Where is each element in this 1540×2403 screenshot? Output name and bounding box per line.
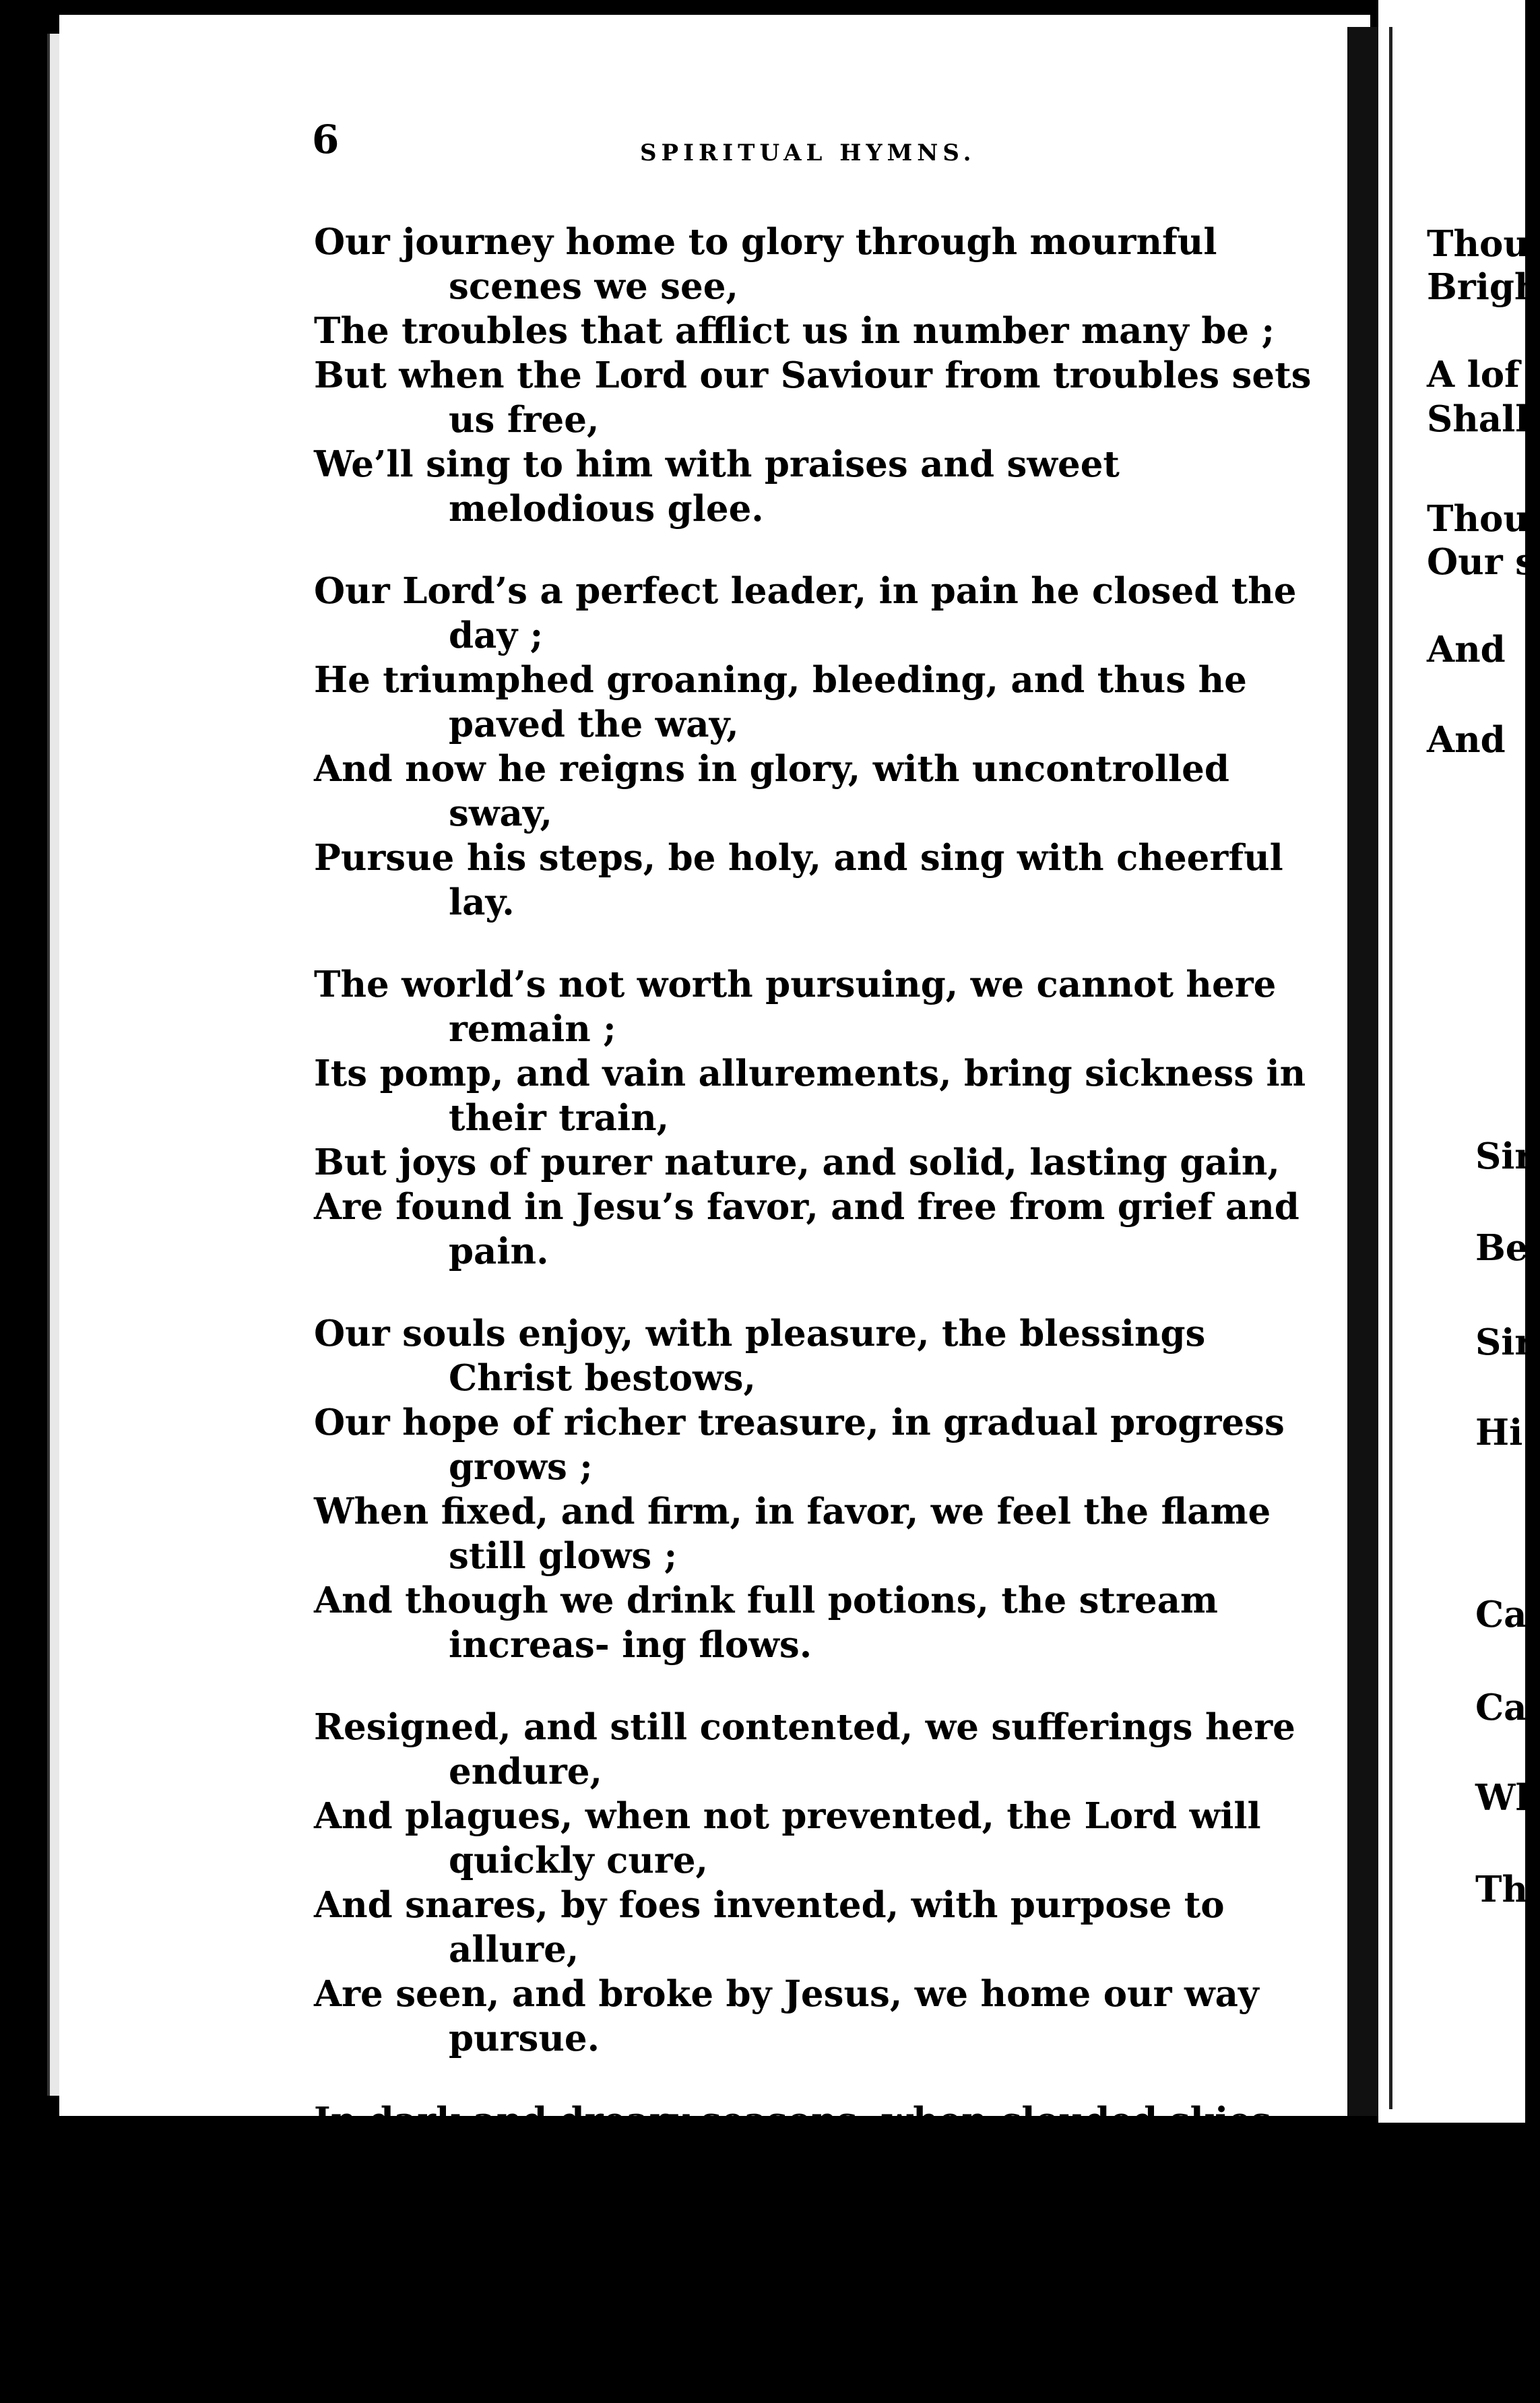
facing-page-fragment: Ca bbox=[1475, 1594, 1527, 1635]
facing-page-fragment: Ca bbox=[1475, 1687, 1527, 1728]
verse-line: And snares, by foes invented, with purpose to allure, bbox=[314, 1884, 1225, 1970]
facing-page-fragment: Thou bbox=[1427, 223, 1529, 265]
page-number: 6 bbox=[312, 117, 340, 162]
verse-line: And plagues, when not prevented, the Lord will quickly cure, bbox=[314, 1795, 1261, 1881]
verse-line: When fixed, and firm, in favor, we feel the flame still glows ; bbox=[314, 1491, 1271, 1577]
verse-line: Are found in Jesu’s favor, and free from grief and pain. bbox=[314, 1186, 1300, 1272]
stanza bbox=[314, 569, 1331, 925]
facing-page-fragment: And bbox=[1427, 629, 1506, 670]
verse-line: The world’s not worth pursuing, we cannot here remain ; bbox=[314, 964, 1277, 1050]
running-head: SPIRITUAL HYMNS. bbox=[640, 139, 976, 166]
facing-page-fragment: Hi bbox=[1475, 1412, 1523, 1454]
verse-line: He triumphed groaning, bleeding, and thus he paved the way, bbox=[314, 659, 1247, 745]
verse-line: And stay upon his favor, he is our Rock and Tower. bbox=[314, 2322, 1322, 2364]
hymn-text bbox=[314, 220, 1331, 2403]
facing-page-fragment: Th bbox=[1475, 1869, 1528, 1910]
verse-line: In dark and dreary seasons, when clouded skies do low’r, bbox=[314, 2100, 1271, 2186]
verse-line: But when the Lord our Saviour from troubles sets us free, bbox=[314, 354, 1312, 441]
verse-line: The troubles that afflict us in number many be ; bbox=[314, 310, 1275, 352]
stanza bbox=[314, 962, 1331, 1274]
facing-page-fragment: And bbox=[1427, 719, 1506, 761]
verse-line: Our hope of richer treasure, in gradual progress grows ; bbox=[314, 1402, 1285, 1488]
facing-page-fragment: Wl bbox=[1475, 1777, 1529, 1819]
facing-page-fragment: Our s bbox=[1427, 541, 1535, 583]
book-gutter bbox=[1347, 27, 1378, 2116]
right-page-margin-rule bbox=[1389, 27, 1392, 2109]
stanza bbox=[314, 1311, 1331, 1667]
verse-line: Our journey home to glory through mournful scenes we see, bbox=[314, 221, 1217, 307]
verse-line: And now he reigns in glory, with uncontrolled sway, bbox=[314, 748, 1229, 834]
verse-line: We still entrust the Saviour, his promises abound, bbox=[314, 2278, 1314, 2319]
facing-page-fragment: Sir bbox=[1475, 1135, 1534, 1177]
facing-page-text bbox=[1427, 0, 1540, 2123]
verse-line: We’ll sing to him with praises and sweet melodious glee. bbox=[314, 443, 1120, 530]
stanza bbox=[314, 1705, 1331, 2061]
stanza bbox=[314, 220, 1331, 531]
verse-line: Resigned, and still contented, we sufferings here endure, bbox=[314, 1706, 1295, 1792]
facing-page-fragment: Be bbox=[1475, 1227, 1529, 1269]
verse-line: Its pomp, and vain allurements, bring sickness in their train, bbox=[314, 1053, 1306, 1139]
stanza bbox=[314, 2098, 1331, 2365]
facing-page-fragment: Shall bbox=[1427, 398, 1529, 440]
verse-line: Are seen, and broke by Jesus, we home our way pursue. bbox=[314, 1973, 1259, 2059]
facing-page-fragment: A lof bbox=[1427, 354, 1520, 396]
verse-line: And gloom prevents the vision, and shades encompass round, bbox=[314, 2189, 1170, 2275]
verse-line: And though we drink full potions, the stream increas- ing flows. bbox=[314, 1580, 1219, 1666]
verse-line: Our souls enjoy, with pleasure, the blessings Christ bestows, bbox=[314, 1313, 1206, 1399]
verse-line: Our Lord’s a perfect leader, in pain he closed the day ; bbox=[314, 570, 1297, 656]
verse-line: But joys of purer nature, and solid, lasting gain, bbox=[314, 1142, 1280, 1183]
verse-line: Pursue his steps, be holy, and sing with cheerful lay. bbox=[314, 837, 1283, 923]
facing-page-fragment: Thou bbox=[1427, 498, 1529, 540]
facing-page-fragment: Sir bbox=[1475, 1321, 1534, 1363]
facing-page-fragment: Brigh bbox=[1427, 266, 1540, 308]
